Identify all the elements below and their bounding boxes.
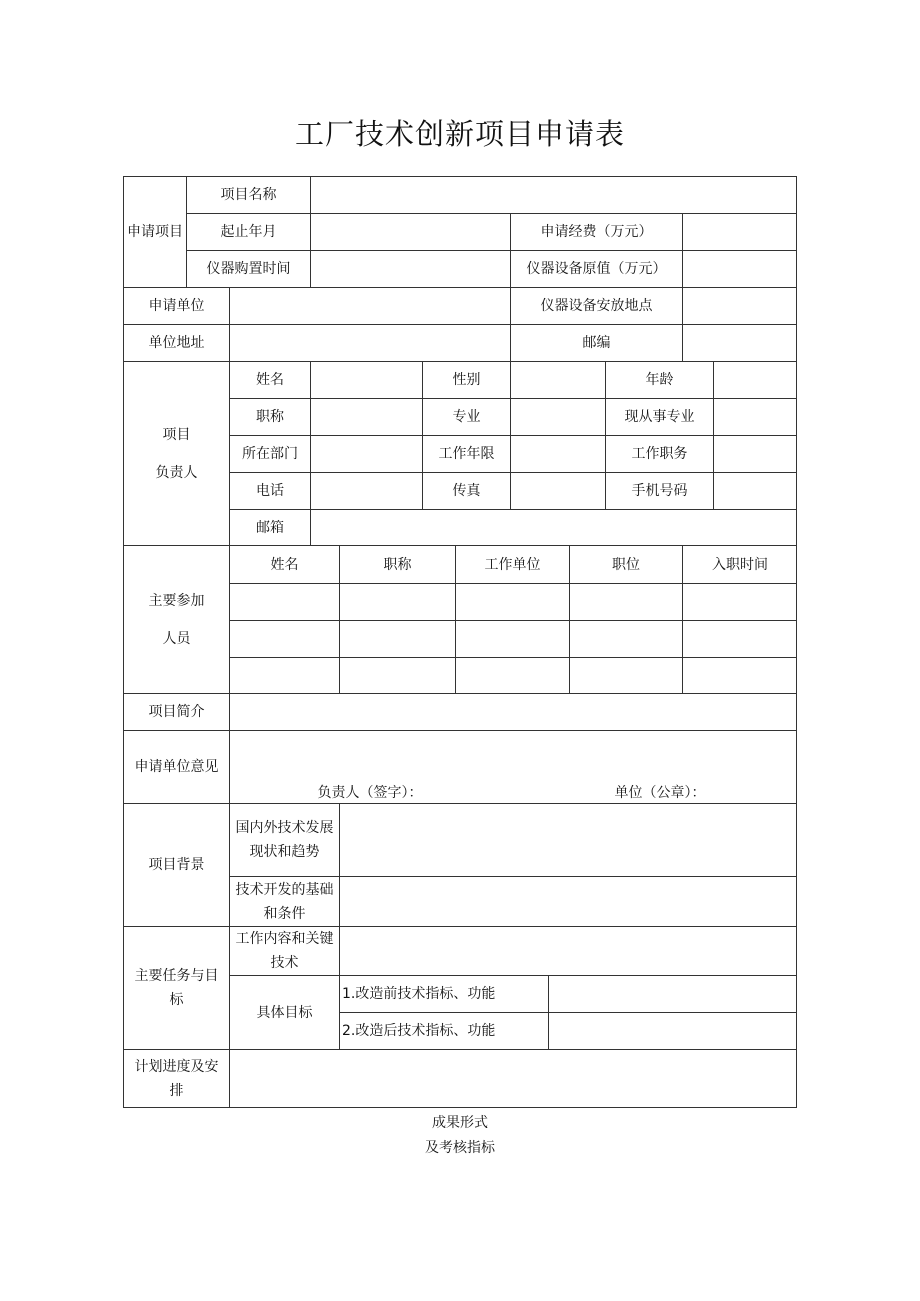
leader-phone-label: 电话 [229,472,310,509]
participant-cell[interactable] [569,657,682,693]
participants-col-hire-date: 入职时间 [682,545,797,583]
project-name-field[interactable] [310,176,797,213]
participants-col-unit: 工作单位 [455,545,569,583]
schedule-field[interactable] [229,1049,797,1108]
tasks-label [123,926,229,1049]
participant-cell[interactable] [569,620,682,657]
project-name-label: 项目名称 [186,176,310,213]
participant-cell[interactable] [455,583,569,620]
leader-mobile-label: 手机号码 [605,472,713,509]
apply-unit-field[interactable] [229,287,510,324]
leader-years-label: 工作年限 [422,435,510,472]
leader-major-label: 专业 [422,398,510,435]
leader-name-label: 姓名 [229,361,310,398]
tasks-work-field[interactable] [339,926,797,975]
leader-mobile-field[interactable] [713,472,797,509]
tasks-label-line2: 标 [169,992,184,1008]
tasks-work-line2: 技术 [270,955,299,971]
funding-field[interactable] [682,213,797,250]
participant-cell[interactable] [339,620,455,657]
leader-years-field[interactable] [510,435,605,472]
schedule-label [123,1049,229,1108]
leader-email-label: 邮箱 [229,509,310,545]
period-field[interactable] [310,213,510,250]
leader-label [123,361,229,545]
leader-position-field[interactable] [713,435,797,472]
leader-position-label: 工作职务 [605,435,713,472]
participant-cell[interactable] [682,657,797,693]
leader-fax-field[interactable] [510,472,605,509]
leader-department-label: 所在部门 [229,435,310,472]
background-basis-field[interactable] [339,876,797,926]
participants-col-title: 职称 [339,545,455,583]
participant-cell[interactable] [229,657,339,693]
tasks-label-line1: 主要任务与目 [134,968,219,984]
leader-label-line1: 项目 [162,426,191,443]
tasks-target-label: 具体目标 [229,975,339,1049]
leader-age-label: 年龄 [605,361,713,398]
participant-cell[interactable] [569,583,682,620]
leader-current-major-label: 现从事专业 [605,398,713,435]
background-label: 项目背景 [123,803,229,926]
leader-label-line2: 负责人 [155,464,198,481]
background-basis-label [229,876,339,926]
participant-cell[interactable] [339,657,455,693]
participant-cell[interactable] [229,583,339,620]
period-label: 起止年月 [186,213,310,250]
background-status-line1: 国内外技术发展 [235,820,334,836]
leader-phone-field[interactable] [310,472,422,509]
participants-col-position: 职位 [569,545,682,583]
tasks-work-label [229,926,339,975]
schedule-label-line1: 计划进度及安 [134,1059,219,1075]
opinion-seal: 单位（公章）： [614,785,706,801]
purchase-time-label: 仪器购置时间 [186,250,310,287]
leader-name-field[interactable] [310,361,422,398]
participant-cell[interactable] [339,583,455,620]
equipment-location-label: 仪器设备安放地点 [510,287,682,324]
participant-cell[interactable] [682,620,797,657]
summary-label: 项目简介 [123,693,229,730]
participant-cell[interactable] [229,620,339,657]
leader-gender-field[interactable] [510,361,605,398]
leader-department-field[interactable] [310,435,422,472]
tasks-before-label: 1.改造前技术指标、功能 [339,975,548,1012]
leader-age-field[interactable] [713,361,797,398]
participant-cell[interactable] [455,657,569,693]
tasks-work-line1: 工作内容和关键 [235,931,334,947]
leader-major-field[interactable] [510,398,605,435]
background-status-label [229,803,339,876]
participants-col-name: 姓名 [229,545,339,583]
postcode-label: 邮编 [510,324,682,361]
funding-label: 申请经费（万元） [510,213,682,250]
tasks-after-field[interactable] [548,1012,797,1049]
participants-label-line1: 主要参加 [148,592,205,609]
leader-email-field[interactable] [310,509,797,545]
background-basis-line2: 和条件 [263,905,306,922]
leader-title-field[interactable] [310,398,422,435]
participants-label [123,545,229,693]
postcode-field[interactable] [682,324,797,361]
participants-label-line2: 人员 [162,630,191,647]
leader-current-major-field[interactable] [713,398,797,435]
unit-address-field[interactable] [229,324,510,361]
leader-title-label: 职称 [229,398,310,435]
leader-gender-label: 性别 [422,361,510,398]
unit-address-label: 单位地址 [123,324,229,361]
equipment-value-label: 仪器设备原值（万元） [510,250,682,287]
form-title: 工厂技术创新项目申请表 [294,117,625,151]
purchase-time-field[interactable] [310,250,510,287]
participant-cell[interactable] [455,620,569,657]
opinion-label: 申请单位意见 [123,730,229,803]
participant-cell[interactable] [682,583,797,620]
background-basis-line1: 技术开发的基础 [235,881,334,898]
footer-line1: 成果形式 [432,1115,488,1131]
tasks-after-label: 2.改造后技术指标、功能 [339,1012,548,1049]
tasks-before-field[interactable] [548,975,797,1012]
leader-fax-label: 传真 [422,472,510,509]
schedule-label-line2: 排 [169,1083,184,1099]
apply-unit-label: 申请单位 [123,287,229,324]
footer-line2: 及考核指标 [425,1140,495,1156]
apply-project-label: 申请项目 [123,176,186,287]
equipment-value-field[interactable] [682,250,797,287]
summary-field[interactable] [229,693,797,730]
opinion-signer: 负责人（签字）： [317,785,423,801]
background-status-field[interactable] [339,803,797,876]
equipment-location-field[interactable] [682,287,797,324]
background-status-line2: 现状和趋势 [249,844,320,860]
